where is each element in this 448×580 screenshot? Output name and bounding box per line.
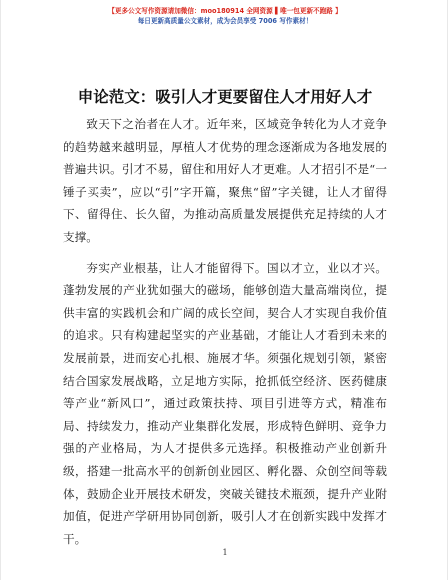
promo-banner-line-2: 每日更新高质量公文素材，成为会员享受 7006 写作素材！ xyxy=(137,17,313,25)
body-paragraph-1: 致天下之治者在人才。近年来，区域竞争转化为人才竞争的趋势越来越明显，厚植人才优势的理念逐渐成为各地发展的普遍共识。引才不易，留住和用好人才更难。人才招引不是“一锤子买卖”，应以“引”字开篇，聚焦“留”字关键，让人才留得下、留得住、长久留，为推动高质量发展提供充足持续的人才支撑。 xyxy=(63,117,387,244)
promo-banner-line-1: 【更多公文写作资源请加微信：moo180914 全网资源 ▌唯一包更新不跑路 】 xyxy=(108,7,342,15)
document-title: 申论范文：吸引人才更要留住人才用好人才 xyxy=(77,88,373,106)
document-body xyxy=(63,113,387,550)
body-paragraph-2: 夯实产业根基，让人才能留得下。国以才立，业以才兴。蓬勃发展的产业犹如强大的磁场，能够创造大量高端岗位，提供丰富的实践机会和广阔的成长空间，契合人才实现自我价值的追求。只有构建起坚实的产业基础，才能让人才看到未来的发展前景，进而安心扎根、施展才华。须强化规划引领，紧密结合国家发展战略，立足地方实际，抢抓低空经济、医药健康等产业“新风口”，通过政策扶持、项目引进等方式，精准布局、持续发力，推动产业集群化发展，形成特色鲜明、竞争力强的产业格局，为人才提供多元选择。积极推动产业创新升级，搭建一批高水平的创新创业园区、孵化器、众创空间等载体，鼓励企业开展技术研发，突破关键技术瓶颈，提升产业附加值，促进产学研用协同创新，吸引人才在创新实践中发挥才干。 xyxy=(63,260,387,546)
page-number: 1 xyxy=(222,548,228,557)
promo-banner xyxy=(1,6,448,26)
